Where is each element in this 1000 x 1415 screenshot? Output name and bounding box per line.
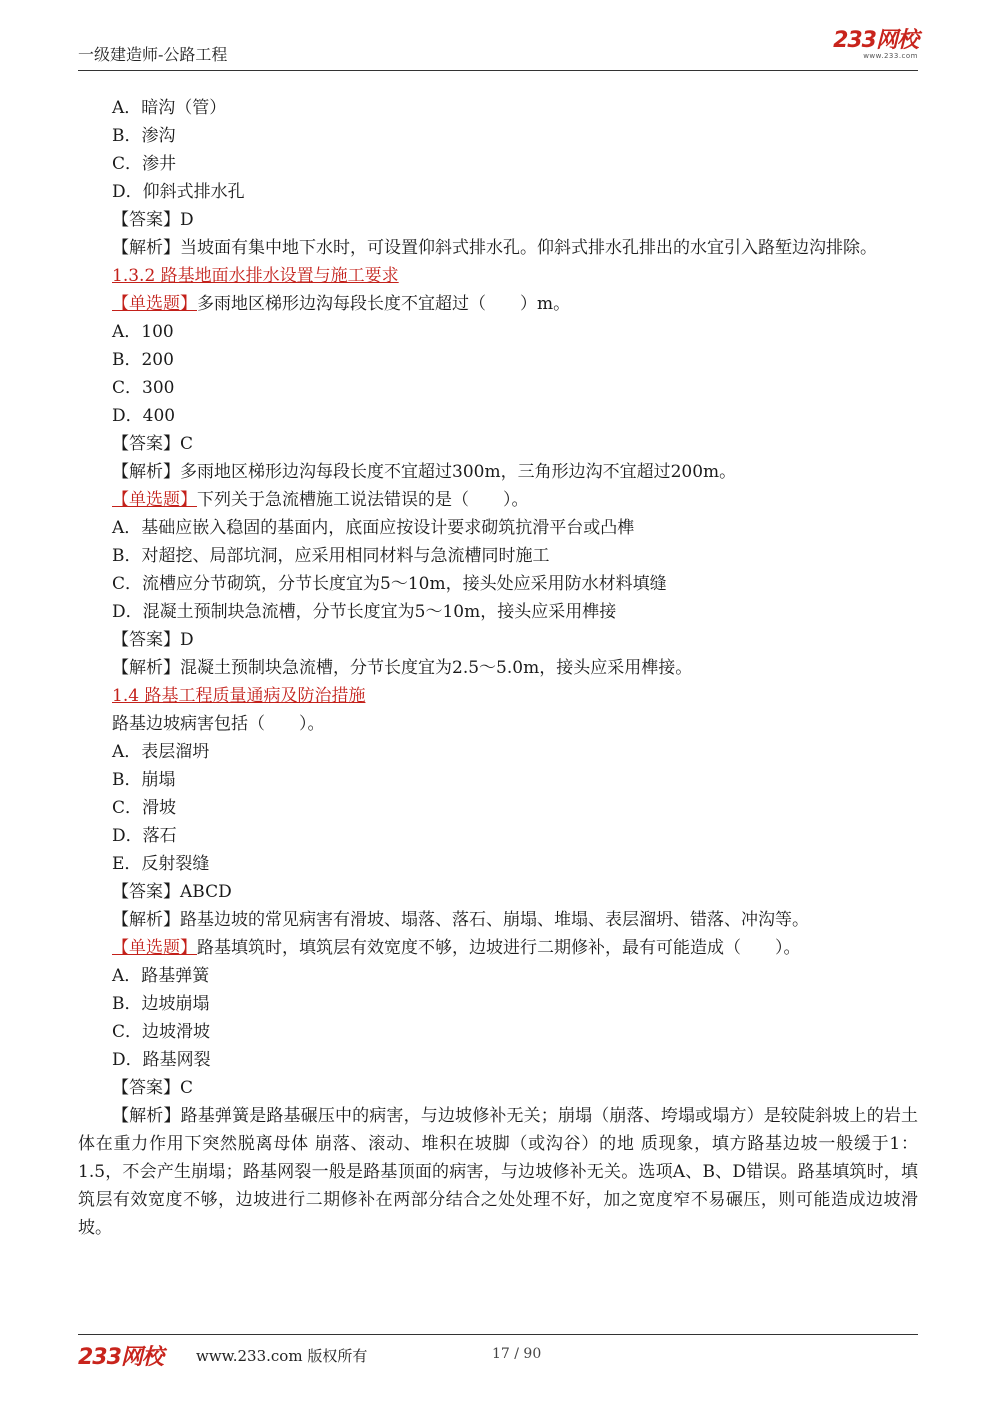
option-line: A．暗沟（管） bbox=[112, 98, 227, 118]
section-heading: 1.4 路基工程质量通病及防治措施 bbox=[112, 686, 366, 706]
question-line bbox=[78, 934, 918, 962]
copyright-text: www.233.com 版权所有 bbox=[196, 1347, 368, 1365]
page-number: 17 / 90 bbox=[492, 1346, 542, 1362]
brand-logo bbox=[818, 30, 918, 60]
question-line bbox=[78, 290, 918, 318]
analysis-line: 【解析】混凝土预制块急流槽，分节长度宜为2.5～5.0m，接头应采用榫接。 bbox=[112, 658, 693, 678]
option-line: C．边坡滑坡 bbox=[112, 1022, 211, 1042]
answer-line: 【答案】D bbox=[112, 210, 194, 230]
question-text: 下列关于急流槽施工说法错误的是（ ）。 bbox=[197, 490, 529, 510]
document-body bbox=[78, 94, 918, 1242]
answer-line: 【答案】C bbox=[112, 1078, 194, 1098]
header-divider bbox=[78, 70, 918, 71]
option-line: A．100 bbox=[112, 322, 174, 342]
option-line: D．落石 bbox=[112, 826, 177, 846]
page-header bbox=[78, 28, 918, 72]
analysis-line: 【解析】多雨地区梯形边沟每段长度不宜超过300m，三角形边沟不宜超过200m。 bbox=[112, 462, 737, 482]
footer-divider bbox=[78, 1334, 918, 1335]
answer-line: 【答案】D bbox=[112, 630, 194, 650]
header-title: 一级建造师-公路工程 bbox=[78, 45, 228, 64]
option-line: D．路基网裂 bbox=[112, 1050, 211, 1070]
option-line: D．仰斜式排水孔 bbox=[112, 182, 245, 202]
question-line: 路基边坡病害包括（ ）。 bbox=[112, 714, 325, 734]
question-line bbox=[78, 486, 918, 514]
answer-line: 【答案】ABCD bbox=[112, 882, 232, 902]
analysis-paragraph: 【解析】路基弹簧是路基碾压中的病害，与边坡修补无关；崩塌（崩落、垮塌或塌方）是较陡斜坡上的岩土体在重力作用下突然脱离母体 崩落、滚动、堆积在坡脚（或沟谷）的地 质现象，填方路基边坡一般缓于1：1.5，不会产生崩塌；路基网裂一般是路基顶面的病害，与边坡修补无关。选项A、B、D错误。路基填筑时，填筑层有效宽度不够，边坡进行二期修补在两部分结合之处处理不好，加之宽度窄不易碾压，则可能造成边坡滑坡。 bbox=[78, 1106, 918, 1238]
question-text: 多雨地区梯形边沟每段长度不宜超过（ ）m。 bbox=[197, 294, 571, 314]
option-line: A．路基弹簧 bbox=[112, 966, 210, 986]
option-line: E．反射裂缝 bbox=[112, 854, 210, 874]
question-type-tag: 【单选题】 bbox=[112, 938, 197, 958]
logo-text: 233网校 bbox=[833, 28, 918, 53]
question-type-tag: 【单选题】 bbox=[112, 490, 197, 510]
analysis-paragraph: 【解析】当坡面有集中地下水时，可设置仰斜式排水孔。仰斜式排水孔排出的水宜引入路堑边沟排除。 bbox=[112, 238, 877, 258]
question-type-tag: 【单选题】 bbox=[112, 294, 197, 314]
option-line: D．400 bbox=[112, 406, 176, 426]
option-line: B．崩塌 bbox=[112, 770, 176, 790]
analysis-line: 【解析】路基边坡的常见病害有滑坡、塌落、落石、崩塌、堆塌、表层溜坍、错落、冲沟等。 bbox=[112, 910, 809, 930]
option-line: D．混凝土预制块急流槽，分节长度宜为5～10m，接头应采用榫接 bbox=[112, 602, 617, 622]
page-footer bbox=[78, 1340, 918, 1370]
question-text: 路基填筑时，填筑层有效宽度不够，边坡进行二期修补，最有可能造成（ ）。 bbox=[197, 938, 801, 958]
option-line: A．表层溜坍 bbox=[112, 742, 210, 762]
option-line: A．基础应嵌入稳固的基面内，底面应按设计要求砌筑抗滑平台或凸榫 bbox=[112, 518, 635, 538]
option-line: C．滑坡 bbox=[112, 798, 177, 818]
option-line: B．边坡崩塌 bbox=[112, 994, 210, 1014]
logo-url: www.233.com bbox=[863, 52, 918, 60]
option-line: C．300 bbox=[112, 378, 175, 398]
footer-logo: 233网校 bbox=[78, 1345, 163, 1370]
option-line: C．流槽应分节砌筑，分节长度宜为5～10m，接头处应采用防水材料填缝 bbox=[112, 574, 667, 594]
section-heading: 1.3.2 路基地面水排水设置与施工要求 bbox=[112, 266, 399, 286]
option-line: B．渗沟 bbox=[112, 126, 176, 146]
option-line: B．200 bbox=[112, 350, 174, 370]
answer-line: 【答案】C bbox=[112, 434, 194, 454]
option-line: B．对超挖、局部坑洞，应采用相同材料与急流槽同时施工 bbox=[112, 546, 550, 566]
option-line: C．渗井 bbox=[112, 154, 177, 174]
